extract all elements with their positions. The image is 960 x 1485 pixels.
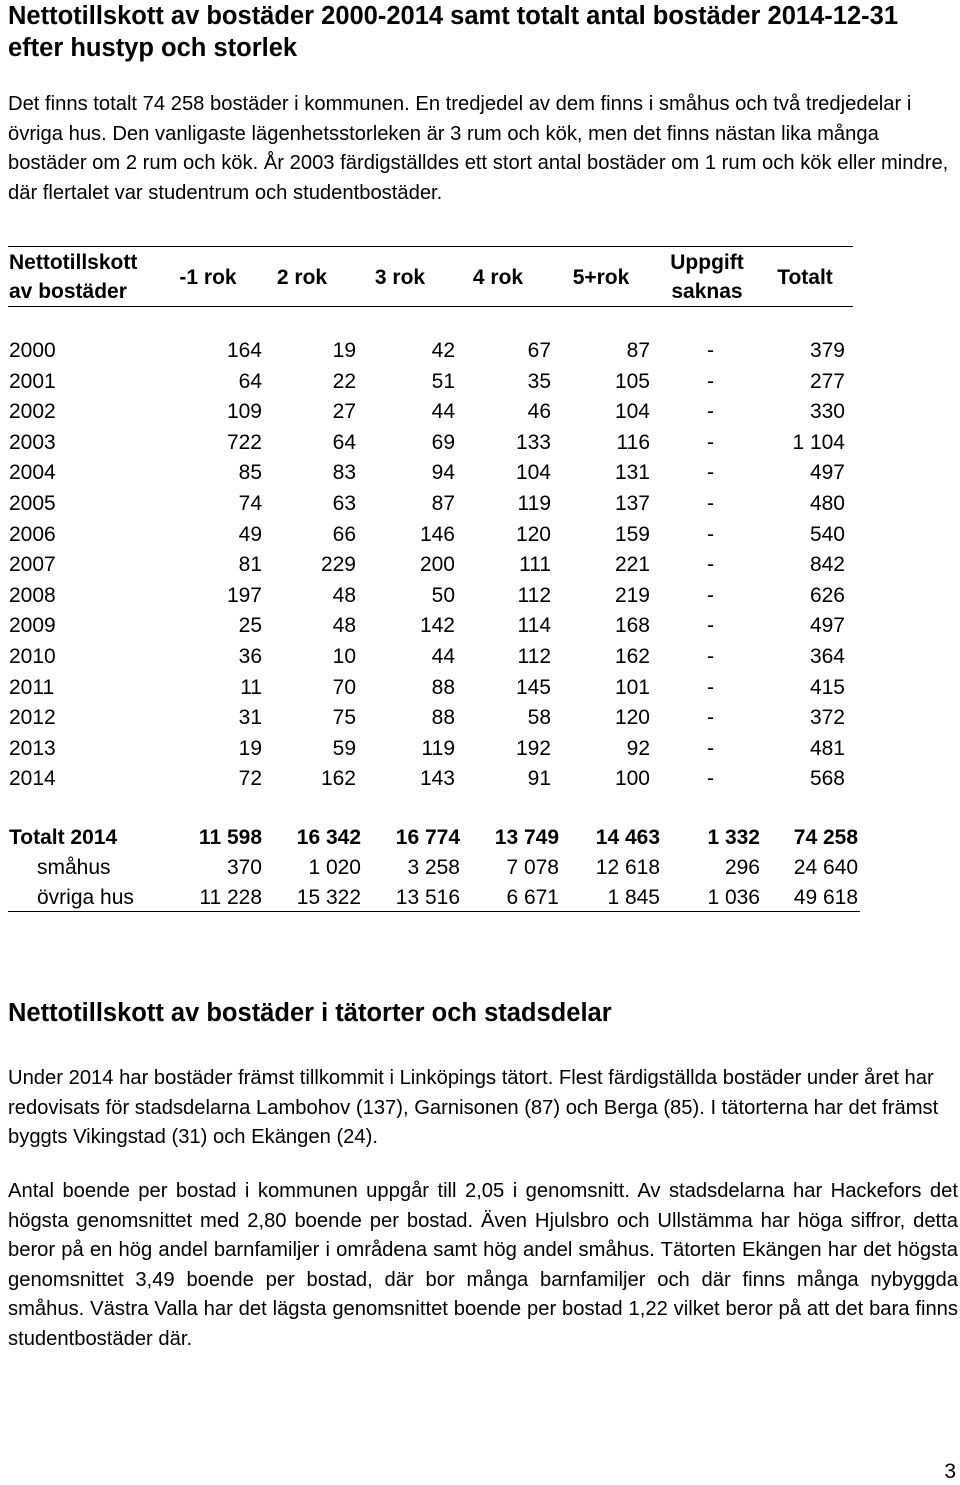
cell-2rok: 22 [332,369,356,393]
cell-4rok: 114 [517,614,551,638]
cell-3rok: 143 [419,767,455,791]
year-cell: 2003 [9,430,56,454]
cell-total: 497 [809,614,845,638]
year-cell: 2006 [9,522,56,546]
cell-1rok: 19 [238,736,262,760]
cell-3rok: 88 [431,675,455,699]
cell-3rok: 142 [419,614,455,638]
cell-5rok: 219 [614,583,650,607]
cell-1rok: 81 [238,553,262,577]
cell-2rok: 48 [332,614,356,638]
subtotal-label: övriga hus [37,886,134,909]
header-label-line1: Nettotillskott [9,251,138,274]
subtotal-1rok: 11 228 [199,886,262,909]
total-3rok: 16 774 [395,826,460,849]
cell-missing: - [707,553,714,577]
cell-5rok: 87 [626,339,650,362]
table-top-rule [8,246,853,247]
cell-1rok: 74 [238,492,262,515]
subtotal-total: 24 640 [793,856,858,879]
cell-missing: - [707,767,714,791]
cell-missing: - [707,492,714,515]
paragraph-residents: Antal boende per bostad i kommunen uppgår till 2,05 i genomsnitt. Av stadsdelarna har Hackefors det högsta genomsnittet med 2,80 boende per bostad. Även Hjulsbro och Ullstämma har höga siffror, detta beror på en hög andel barnfamiljer i områdena samt hög andel småhus. Tätorten Ekängen har det högsta genomsnittet 3,49 boende per bostad, där bor många barnfamiljer och där finns många nybyggda småhus. Västra Valla har det lägsta genomsnittet boende per bostad 1,22 vilket beror på att det bara finns studentbostäder där. [8,1180,958,1350]
cell-5rok: 92 [626,736,650,760]
cell-missing: - [707,369,714,393]
cell-5rok: 104 [614,400,650,424]
cell-5rok: 168 [614,614,650,638]
total-missing: 1 332 [707,826,760,849]
cell-3rok: 146 [419,522,455,546]
cell-5rok: 131 [614,461,650,485]
page-number: 3 [944,1460,956,1483]
cell-3rok: 94 [431,461,455,485]
table-bottom-rule [8,911,860,912]
header-col-1rok: -1 rok [179,266,237,289]
cell-1rok: 72 [238,767,262,791]
year-cell: 2010 [9,645,56,668]
total-4rok: 13 749 [494,826,559,849]
year-cell: 2005 [9,492,56,515]
subtotal-missing: 1 036 [707,886,760,909]
cell-missing: - [707,675,714,699]
cell-missing: - [707,583,714,607]
cell-2rok: 229 [320,553,356,577]
year-cell: 2000 [9,339,56,362]
cell-5rok: 101 [614,675,650,699]
cell-4rok: 119 [517,492,551,515]
subtotal-missing: 296 [724,856,760,879]
cell-total: 842 [809,553,845,577]
subtotal-label: småhus [37,856,111,879]
cell-5rok: 159 [614,522,650,546]
cell-5rok: 221 [614,553,650,577]
cell-total: 330 [809,400,845,424]
header-total: Totalt [777,266,833,289]
cell-2rok: 63 [332,492,356,515]
subtotal-5rok: 12 618 [595,856,660,879]
cell-4rok: 91 [527,767,551,791]
cell-1rok: 85 [238,461,262,485]
cell-5rok: 162 [614,645,650,668]
cell-1rok: 197 [226,583,262,607]
cell-1rok: 49 [238,522,262,546]
cell-2rok: 10 [332,645,356,668]
cell-3rok: 88 [431,706,455,730]
subtotal-4rok: 7 078 [506,856,559,879]
total-2rok: 16 342 [296,826,361,849]
cell-1rok: 64 [238,369,262,393]
cell-4rok: 58 [527,706,551,730]
year-cell: 2009 [9,614,56,638]
cell-1rok: 25 [238,614,262,638]
totals-label: Totalt 2014 [9,826,118,849]
subtotal-total: 49 618 [793,886,858,909]
cell-total: 364 [809,645,845,668]
cell-3rok: 44 [431,400,455,424]
cell-total: 415 [809,675,845,699]
year-cell: 2008 [9,583,56,607]
cell-missing: - [707,522,714,546]
cell-2rok: 66 [332,522,356,546]
cell-3rok: 119 [421,736,455,760]
year-cell: 2011 [9,675,55,699]
header-missing-line2: saknas [671,280,743,303]
cell-total: 481 [809,736,845,760]
cell-missing: - [707,400,714,424]
cell-4rok: 67 [527,339,551,362]
year-cell: 2004 [9,461,56,485]
cell-missing: - [707,614,714,638]
cell-2rok: 83 [332,461,356,485]
cell-4rok: 133 [515,430,551,454]
total-5rok: 14 463 [595,826,660,849]
year-cell: 2001 [9,369,56,393]
intro-paragraph: Det finns totalt 74 258 bostäder i kommunen. En tredjedel av dem finns i småhus och två tredjedelar i övriga hus. Den vanligaste lägenhetsstorleken är 3 rum och kök, men det finns nästan lika många bostäder om 2 rum och kök. År 2003 färdigställdes ett stort antal bostäder om 1 rum och kök eller mindre, där flertalet var studentrum och studentbostäder. [8,93,949,204]
cell-4rok: 112 [517,645,551,668]
page-title: Nettotillskott av bostäder 2000-2014 samt totalt antal bostäder 2014-12-31 efter hustyp och storlek [8,2,898,62]
cell-1rok: 36 [238,645,262,668]
subtotal-1rok: 370 [226,856,262,879]
cell-5rok: 116 [616,430,650,454]
cell-3rok: 51 [431,369,455,393]
cell-3rok: 69 [431,430,455,454]
cell-total: 540 [809,522,845,546]
cell-4rok: 35 [527,369,551,393]
year-cell: 2007 [9,553,56,577]
cell-missing: - [707,706,714,730]
cell-1rok: 109 [226,400,262,424]
cell-4rok: 192 [515,736,551,760]
cell-total: 568 [809,767,845,791]
section-heading: Nettotillskott av bostäder i tätorter och stadsdelar [8,999,612,1027]
cell-3rok: 50 [431,583,455,607]
header-label-line2: av bostäder [9,280,127,303]
subtotal-5rok: 1 845 [607,886,660,909]
cell-4rok: 145 [515,675,551,699]
cell-5rok: 100 [614,767,650,791]
cell-1rok: 11 [240,675,262,699]
cell-2rok: 162 [320,767,356,791]
cell-3rok: 42 [431,339,455,362]
cell-missing: - [707,339,714,362]
cell-1rok: 164 [226,339,262,362]
cell-total: 379 [809,339,845,362]
cell-3rok: 87 [431,492,455,515]
cell-1rok: 31 [238,706,262,730]
subtotal-2rok: 15 322 [296,886,361,909]
cell-total: 480 [809,492,845,515]
year-cell: 2013 [9,736,56,760]
cell-2rok: 27 [332,400,356,424]
cell-missing: - [707,461,714,485]
header-col-5rok: 5+rok [572,266,630,289]
cell-total: 277 [809,369,845,393]
total-total: 74 258 [793,826,858,849]
table-header-rule [8,306,853,307]
year-cell: 2002 [9,400,56,424]
year-cell: 2012 [9,706,56,730]
cell-missing: - [707,430,714,454]
cell-5rok: 137 [614,492,650,515]
cell-2rok: 75 [332,706,356,730]
cell-2rok: 64 [332,430,356,454]
subtotal-2rok: 1 020 [308,856,361,879]
cell-total: 372 [809,706,845,730]
cell-3rok: 44 [431,645,455,668]
cell-3rok: 200 [419,553,455,577]
cell-4rok: 112 [517,583,551,607]
cell-missing: - [707,736,714,760]
cell-2rok: 19 [332,339,356,362]
cell-4rok: 111 [519,553,551,577]
header-missing-line1: Uppgift [670,251,744,274]
year-cell: 2014 [9,767,56,791]
cell-2rok: 59 [332,736,356,760]
header-col-2rok: 2 rok [276,266,328,289]
cell-1rok: 722 [226,430,262,454]
cell-4rok: 120 [515,522,551,546]
cell-total: 626 [809,583,845,607]
cell-2rok: 70 [332,675,356,699]
cell-4rok: 46 [527,400,551,424]
total-1rok: 11 598 [198,826,262,849]
cell-5rok: 105 [614,369,650,393]
header-col-3rok: 3 rok [374,266,426,289]
cell-4rok: 104 [515,461,551,485]
cell-2rok: 48 [332,583,356,607]
cell-total: 1 104 [792,430,845,454]
subtotal-3rok: 13 516 [395,886,460,909]
cell-5rok: 120 [614,706,650,730]
header-col-4rok: 4 rok [472,266,524,289]
cell-missing: - [707,645,714,668]
cell-total: 497 [809,461,845,485]
paragraph-towns: Under 2014 har bostäder främst tillkommit i Linköpings tätort. Flest färdigställda bostäder under året har redovisats för stadsdelarna Lambohov (137), Garnisonen (87) och Berga (85). I tätorterna har det främst byggts Vikingstad (31) och Ekängen (24). [8,1067,939,1148]
subtotal-4rok: 6 671 [506,886,559,909]
subtotal-3rok: 3 258 [407,856,460,879]
